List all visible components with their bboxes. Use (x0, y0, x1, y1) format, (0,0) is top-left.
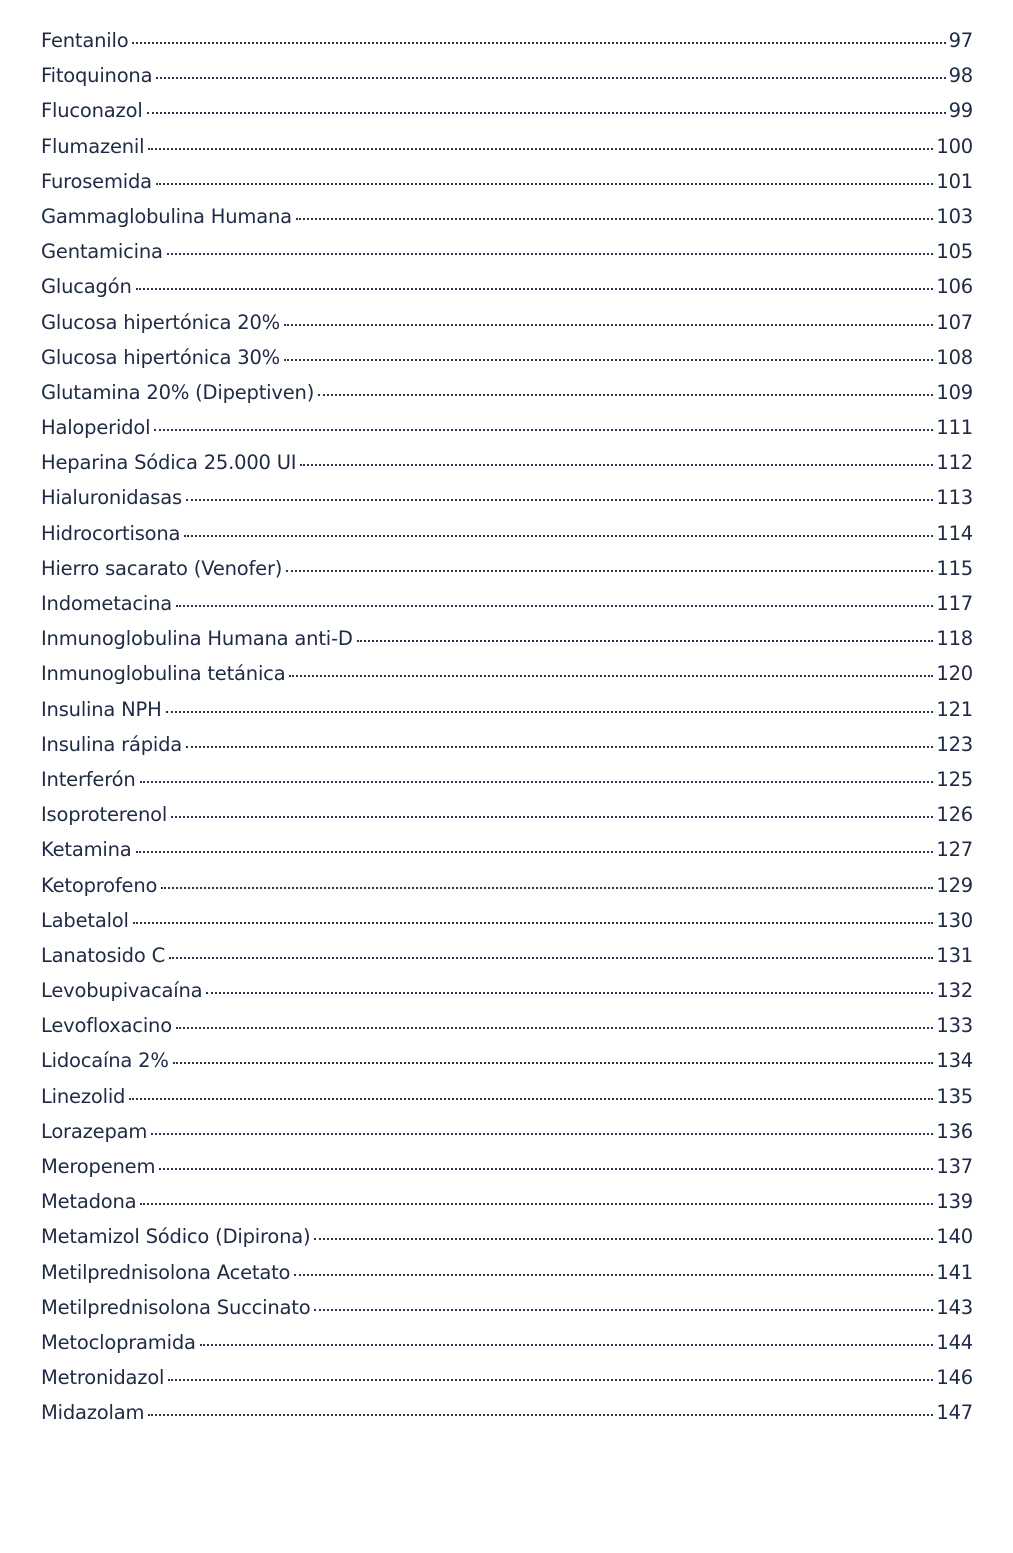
toc-entry[interactable] (41, 938, 973, 973)
toc-entry-name: Isoproterenol (41, 803, 168, 827)
toc-entry[interactable] (41, 164, 973, 199)
toc-entry[interactable] (41, 973, 973, 1008)
toc-entry-page-number: 106 (936, 275, 973, 299)
toc-entry-name: Fentanilo (41, 29, 129, 52)
toc-entry-name: Ketamina (41, 838, 132, 862)
toc-entry-name: Glucosa hipertónica 30% (41, 345, 280, 369)
toc-entry-name: Metoclopramida (41, 1330, 196, 1354)
toc-entry-page-number: 114 (936, 521, 973, 545)
toc-entry-page-number: 103 (936, 204, 973, 228)
toc-entry-name: Metilprednisolona Acetato (41, 1260, 291, 1284)
toc-dot-leader (161, 887, 933, 889)
toc-dot-leader (136, 288, 934, 290)
toc-dot-leader (314, 1309, 933, 1311)
toc-entry-name: Labetalol (41, 908, 129, 932)
toc-entry-name: Gentamicina (41, 240, 163, 264)
toc-entry-name: Metronidazol (41, 1366, 165, 1390)
toc-entry[interactable] (41, 621, 973, 656)
toc-dot-leader (156, 77, 945, 79)
toc-dot-leader (284, 359, 933, 361)
toc-entry-page-number: 115 (936, 556, 973, 580)
toc-entry-page-number: 141 (936, 1260, 973, 1284)
toc-dot-leader (168, 1379, 933, 1381)
toc-entry-page-number: 135 (936, 1084, 973, 1108)
toc-entry[interactable] (41, 23, 973, 58)
toc-entry-page-number: 99 (948, 99, 973, 123)
toc-entry-name: Glutamina 20% (Dipeptiven) (41, 380, 315, 404)
toc-entry-page-number: 120 (936, 662, 973, 686)
toc-entry-page-number: 113 (936, 486, 973, 510)
toc-entry[interactable] (41, 1360, 973, 1395)
toc-entry-page-number: 132 (936, 979, 973, 1003)
toc-entry[interactable] (41, 1043, 973, 1078)
toc-entry-name: Linezolid (41, 1084, 126, 1108)
toc-entry-page-number: 105 (936, 240, 973, 264)
toc-entry-name: Insulina NPH (41, 697, 162, 721)
toc-entry[interactable] (41, 762, 973, 797)
toc-entry-page-number: 144 (936, 1330, 973, 1354)
toc-entry-page-number: 143 (936, 1295, 973, 1319)
toc-dot-leader (289, 675, 933, 677)
toc-entry[interactable] (41, 1008, 973, 1043)
toc-entry[interactable] (41, 445, 973, 480)
table-of-contents (41, 23, 973, 1431)
toc-entry-page-number: 125 (936, 767, 973, 791)
toc-dot-leader (159, 1168, 933, 1170)
toc-entry[interactable] (41, 1149, 973, 1184)
toc-entry-page-number: 146 (936, 1366, 973, 1390)
toc-entry-page-number: 97 (948, 29, 973, 52)
toc-entry[interactable] (41, 1184, 973, 1219)
toc-dot-leader (140, 1203, 933, 1205)
toc-entry-name: Indometacina (41, 592, 173, 615)
toc-entry-name: Glucosa hipertónica 20% (41, 310, 280, 334)
toc-entry-page-number: 123 (936, 732, 973, 756)
toc-entry[interactable] (41, 586, 973, 621)
toc-entry[interactable] (41, 516, 973, 551)
toc-entry[interactable] (41, 903, 973, 938)
toc-entry-name: Metilprednisolona Succinato (41, 1295, 311, 1319)
toc-dot-leader (284, 324, 933, 326)
toc-entry[interactable] (41, 340, 973, 375)
toc-entry-name: Levofloxacino (41, 1014, 172, 1038)
toc-entry-page-number: 100 (936, 134, 973, 158)
toc-entry-name: Hidrocortisona (41, 521, 181, 545)
toc-entry[interactable] (41, 269, 973, 304)
toc-dot-leader (314, 1238, 933, 1240)
toc-dot-leader (173, 1062, 934, 1064)
toc-dot-leader (206, 992, 933, 994)
toc-dot-leader (156, 183, 933, 185)
toc-entry-name: Hierro sacarato (Venofer) (41, 556, 283, 580)
toc-entry[interactable] (41, 1290, 973, 1325)
toc-entry-name: Interferón (41, 767, 136, 791)
toc-entry-name: Lanatosido C (41, 943, 165, 967)
toc-entry[interactable] (41, 797, 973, 832)
toc-entry-name: Inmunoglobulina tetánica (41, 662, 286, 686)
toc-entry[interactable] (41, 1114, 973, 1149)
toc-entry[interactable] (41, 1219, 973, 1254)
toc-entry-name: Inmunoglobulina Humana anti-D (41, 627, 353, 651)
toc-entry-page-number: 129 (936, 873, 973, 897)
toc-dot-leader (132, 42, 945, 44)
toc-entry-page-number: 117 (936, 592, 973, 615)
toc-entry-page-number: 109 (936, 380, 973, 404)
toc-dot-leader (357, 640, 934, 642)
toc-entry-page-number: 127 (936, 838, 973, 862)
toc-entry-name: Lorazepam (41, 1119, 148, 1143)
toc-entry[interactable] (41, 656, 973, 691)
toc-entry-page-number: 101 (936, 169, 973, 193)
toc-entry-name: Levobupivacaína (41, 979, 203, 1003)
toc-entry[interactable] (41, 480, 973, 515)
toc-entry[interactable] (41, 1395, 973, 1430)
toc-entry-page-number: 139 (936, 1190, 973, 1214)
toc-entry-page-number: 147 (936, 1401, 973, 1425)
toc-entry-name: Flumazenil (41, 134, 145, 158)
toc-entry-name: Ketoprofeno (41, 873, 158, 897)
toc-dot-leader (186, 746, 933, 748)
toc-entry-name: Furosemida (41, 169, 152, 193)
toc-entry-name: Gammaglobulina Humana (41, 204, 292, 228)
toc-entry-page-number: 134 (936, 1049, 973, 1073)
toc-entry-page-number: 137 (936, 1155, 973, 1178)
toc-entry[interactable] (41, 1079, 973, 1114)
toc-dot-leader (147, 112, 946, 114)
toc-entry-page-number: 136 (936, 1119, 973, 1143)
toc-entry[interactable] (41, 410, 973, 445)
toc-dot-leader (166, 711, 934, 713)
toc-dot-leader (300, 464, 933, 466)
toc-entry[interactable] (41, 199, 973, 234)
toc-entry-page-number: 131 (936, 943, 973, 967)
toc-entry[interactable] (41, 727, 973, 762)
toc-entry[interactable] (41, 1255, 973, 1290)
toc-entry-page-number: 118 (936, 627, 973, 651)
toc-entry-name: Metadona (41, 1190, 137, 1214)
toc-entry[interactable] (41, 832, 973, 867)
toc-dot-leader (200, 1344, 934, 1346)
toc-dot-leader (129, 1098, 933, 1100)
toc-entry-page-number: 98 (948, 64, 973, 88)
toc-entry-name: Meropenem (41, 1155, 156, 1178)
toc-entry[interactable] (41, 58, 973, 93)
toc-dot-leader (186, 499, 933, 501)
toc-entry-name: Lidocaína 2% (41, 1049, 169, 1073)
toc-entry-page-number: 133 (936, 1014, 973, 1038)
toc-entry-page-number: 107 (936, 310, 973, 334)
toc-entry[interactable] (41, 93, 973, 128)
toc-dot-leader (294, 1274, 933, 1276)
toc-entry-name: Midazolam (41, 1401, 145, 1425)
toc-entry-name: Fitoquinona (41, 64, 153, 88)
toc-dot-leader (167, 253, 934, 255)
toc-dot-leader (140, 781, 934, 783)
toc-entry-name: Glucagón (41, 275, 132, 299)
toc-entry-page-number: 121 (936, 697, 973, 721)
toc-entry-page-number: 112 (936, 451, 973, 475)
toc-entry[interactable] (41, 1325, 973, 1360)
toc-entry[interactable] (41, 375, 973, 410)
toc-dot-leader (176, 605, 933, 607)
toc-dot-leader (154, 429, 933, 431)
toc-entry-name: Fluconazol (41, 99, 143, 123)
toc-dot-leader (318, 394, 933, 396)
toc-dot-leader (176, 1027, 933, 1029)
toc-entry-page-number: 130 (936, 908, 973, 932)
toc-entry[interactable] (41, 868, 973, 903)
toc-entry-name: Insulina rápida (41, 732, 183, 756)
toc-entry[interactable] (41, 551, 973, 586)
toc-entry-name: Heparina Sódica 25.000 UI (41, 451, 297, 475)
toc-entry-page-number: 140 (936, 1225, 973, 1249)
toc-entry[interactable] (41, 234, 973, 269)
toc-dot-leader (184, 535, 933, 537)
toc-dot-leader (169, 957, 933, 959)
toc-entry[interactable] (41, 692, 973, 727)
toc-dot-leader (286, 570, 933, 572)
toc-dot-leader (151, 1133, 933, 1135)
toc-dot-leader (296, 218, 933, 220)
toc-dot-leader (133, 922, 934, 924)
toc-entry-name: Metamizol Sódico (Dipirona) (41, 1225, 311, 1249)
toc-entry-page-number: 108 (936, 345, 973, 369)
toc-dot-leader (171, 816, 933, 818)
toc-dot-leader (148, 148, 933, 150)
toc-entry-page-number: 111 (936, 416, 973, 440)
toc-entry[interactable] (41, 129, 973, 164)
toc-entry-name: Hialuronidasas (41, 486, 182, 510)
toc-entry-name: Haloperidol (41, 416, 151, 440)
toc-entry[interactable] (41, 305, 973, 340)
toc-dot-leader (136, 851, 934, 853)
toc-entry-page-number: 126 (936, 803, 973, 827)
toc-dot-leader (148, 1414, 933, 1416)
